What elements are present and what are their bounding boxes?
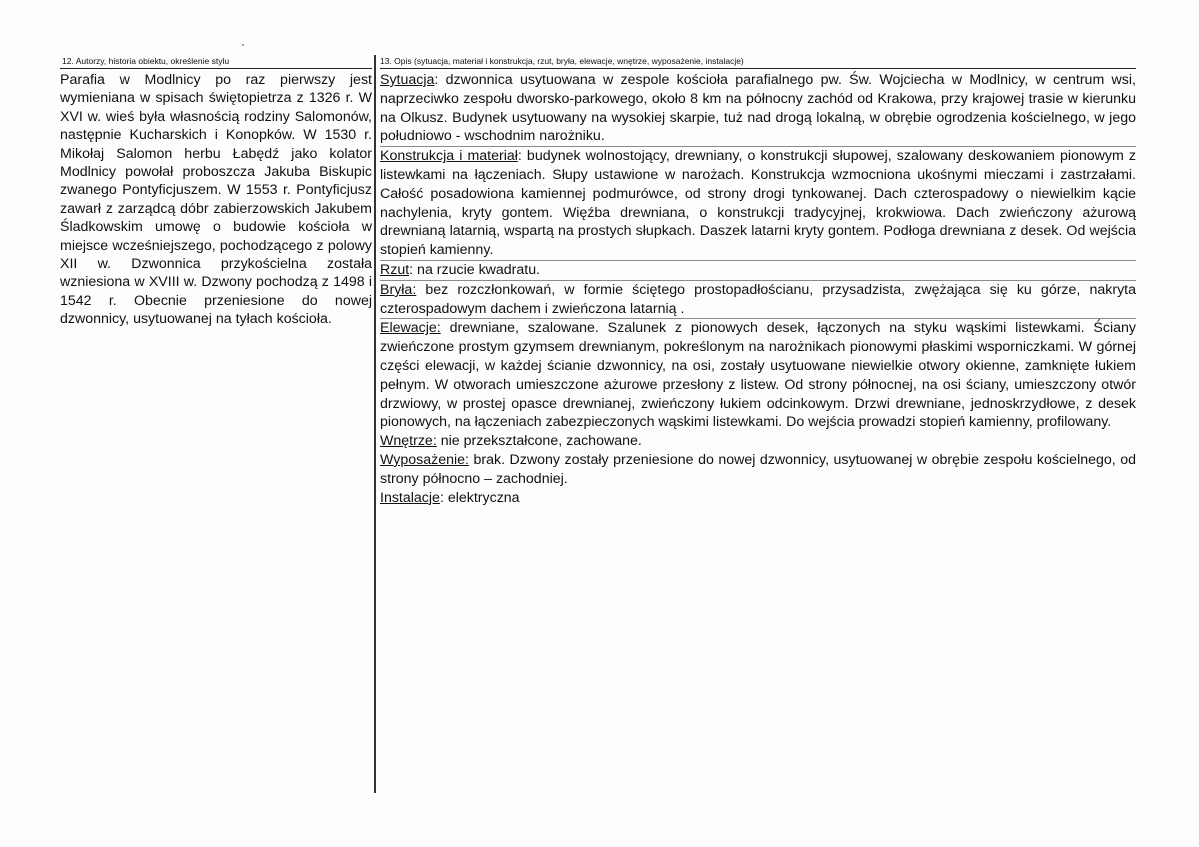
section-bryla <box>380 281 1136 320</box>
section-label: Sytuacja <box>380 72 435 88</box>
section-konstrukcja <box>380 147 1136 261</box>
section-body: : dzwonnica usytuowana w zespole kościoła parafialnego pw. Św. Wojciecha w Modlnicy, w centrum wsi, naprzeciwko zespołu dworsko-parkowego, około 8 km na północny zachód od Krakowa, przy krajowej trasie w kierunku na Olkusz. Budynek usytuowany na wysokiej skarpie, tuż nad drogą lokalną, w obrębie ogrodzenia kościelnego, w jego południowo - wschodnim narożniku. <box>380 72 1136 145</box>
column-divider <box>374 55 376 793</box>
section-body: brak. Dzwony zostały przeniesione do nowej dzwonnicy, usytuowanej w obrębie zespołu kościelnego, od strony północno – zachodniej. <box>380 451 1136 487</box>
section-instalacje <box>380 489 1136 508</box>
right-column <box>380 55 1136 507</box>
section-body: bez rozczłonkowań, w formie ściętego prostopadłościanu, przysadzista, zwężająca się ku górze, nakryta czterospadowym dachem i zwieńczona latarnią . <box>380 281 1136 317</box>
right-column-header: 13. Opis (sytuacja, materiał i konstrukcja, rzut, bryła, elewacje, wnętrze, wyposażenie, instalacje) <box>380 55 1136 69</box>
scan-speck <box>242 44 244 46</box>
section-body: : na rzucie kwadratu. <box>409 261 541 278</box>
section-body: : elektryczna <box>439 489 520 506</box>
left-column-header: 12. Autorzy, historia obiektu, określenie stylu <box>60 55 372 69</box>
right-column-text <box>380 71 1136 507</box>
section-label: Wyposażenie: <box>380 451 469 468</box>
section-label: Wnętrze: <box>380 433 437 450</box>
section-label: Instalacje <box>380 489 440 506</box>
section-body: nie przekształcone, zachowane. <box>436 433 642 450</box>
section-body: : budynek wolnostojący, drewniany, o konstrukcji słupowej, szalowany deskowaniem pionowym z listewkami na łączeniach. Słupy ustawione w narożach. Konstrukcja wzmocniona ukośnymi mieczami i zastrzałami. Całość posadowiona kamiennej podmurówce, od strony drogi tynkowanej. Dach czterospadowy o niewielkim kącie nachylenia, kryty gontem. Więźba drewniana, o konstrukcji tradycyjnej, krokwiowa. Dach zwieńczony ażurową drewnianą latarnią, wspartą na prostych słupkach. Daszek latarni kryty gontem. Podłoga drewniana z desek. Od wejścia stopień kamienny. <box>380 148 1136 259</box>
section-label: Bryła: <box>380 281 417 298</box>
section-sytuacja <box>380 71 1136 147</box>
section-elewacje <box>380 319 1136 432</box>
section-label: Elewacje: <box>380 320 441 337</box>
section-label: Rzut <box>380 261 410 278</box>
section-wnetrze <box>380 432 1136 451</box>
left-column <box>60 55 372 329</box>
section-rzut <box>380 261 1136 281</box>
section-wyposazenie <box>380 451 1136 489</box>
section-label: Konstrukcja i materiał <box>380 148 518 165</box>
section-body: drewniane, szalowane. Szalunek z pionowych desek, łączonych na styku wąskimi listewkami. Ściany zwieńczone prostym gzymsem drewnianym, pokreślonym na narożnikach pionowymi płaskimi wsporniczkami. W górnej części elewacji, w każdej ścianie dzwonnicy, na osi, zostały usytuowane niewielkie otwory okienne, zamknięte łukiem pełnym. W otworach umieszczone ażurowe przesłony z listew. Od strony północnej, na osi ściany, umieszczony otwór drzwiowy, w prostej opasce drewnianej, zwieńczony łukiem odcinkowym. Drzwi drewniane, jednoskrzydłowe, z desek pionowych, na łączeniach zabezpieczonych wąskimi listewkami. Do wejścia prowadzi stopień kamienny, profilowany. <box>380 320 1136 431</box>
left-column-text: Parafia w Modlnicy po raz pierwszy jest wymieniana w spisach świętopietrza z 1326 r. W XVI w. wieś była własnością rodziny Salomonów, następnie Kucharskich i Konopków. W 1530 r. Mikołaj Salomon herbu Łabędź jako kolator Modlnicy powołał proboszcza Jakuba Biskupic zwanego Pontyficjuszem. W 1553 r. Pontyficjusz zawarł z zarządcą dóbr zabierzowskich Jakubem Śladkowskim umowę o budowie kościoła w miejsce wcześniejszego, pochodzącego z polowy XII w. Dzwonnica przykościelna została wzniesiona w XVIII w. Dzwony pochodzą z 1498 i 1542 r. Obecnie przeniesione do nowej dzwonnicy, usytuowanej na tyłach kościoła. <box>60 72 372 328</box>
